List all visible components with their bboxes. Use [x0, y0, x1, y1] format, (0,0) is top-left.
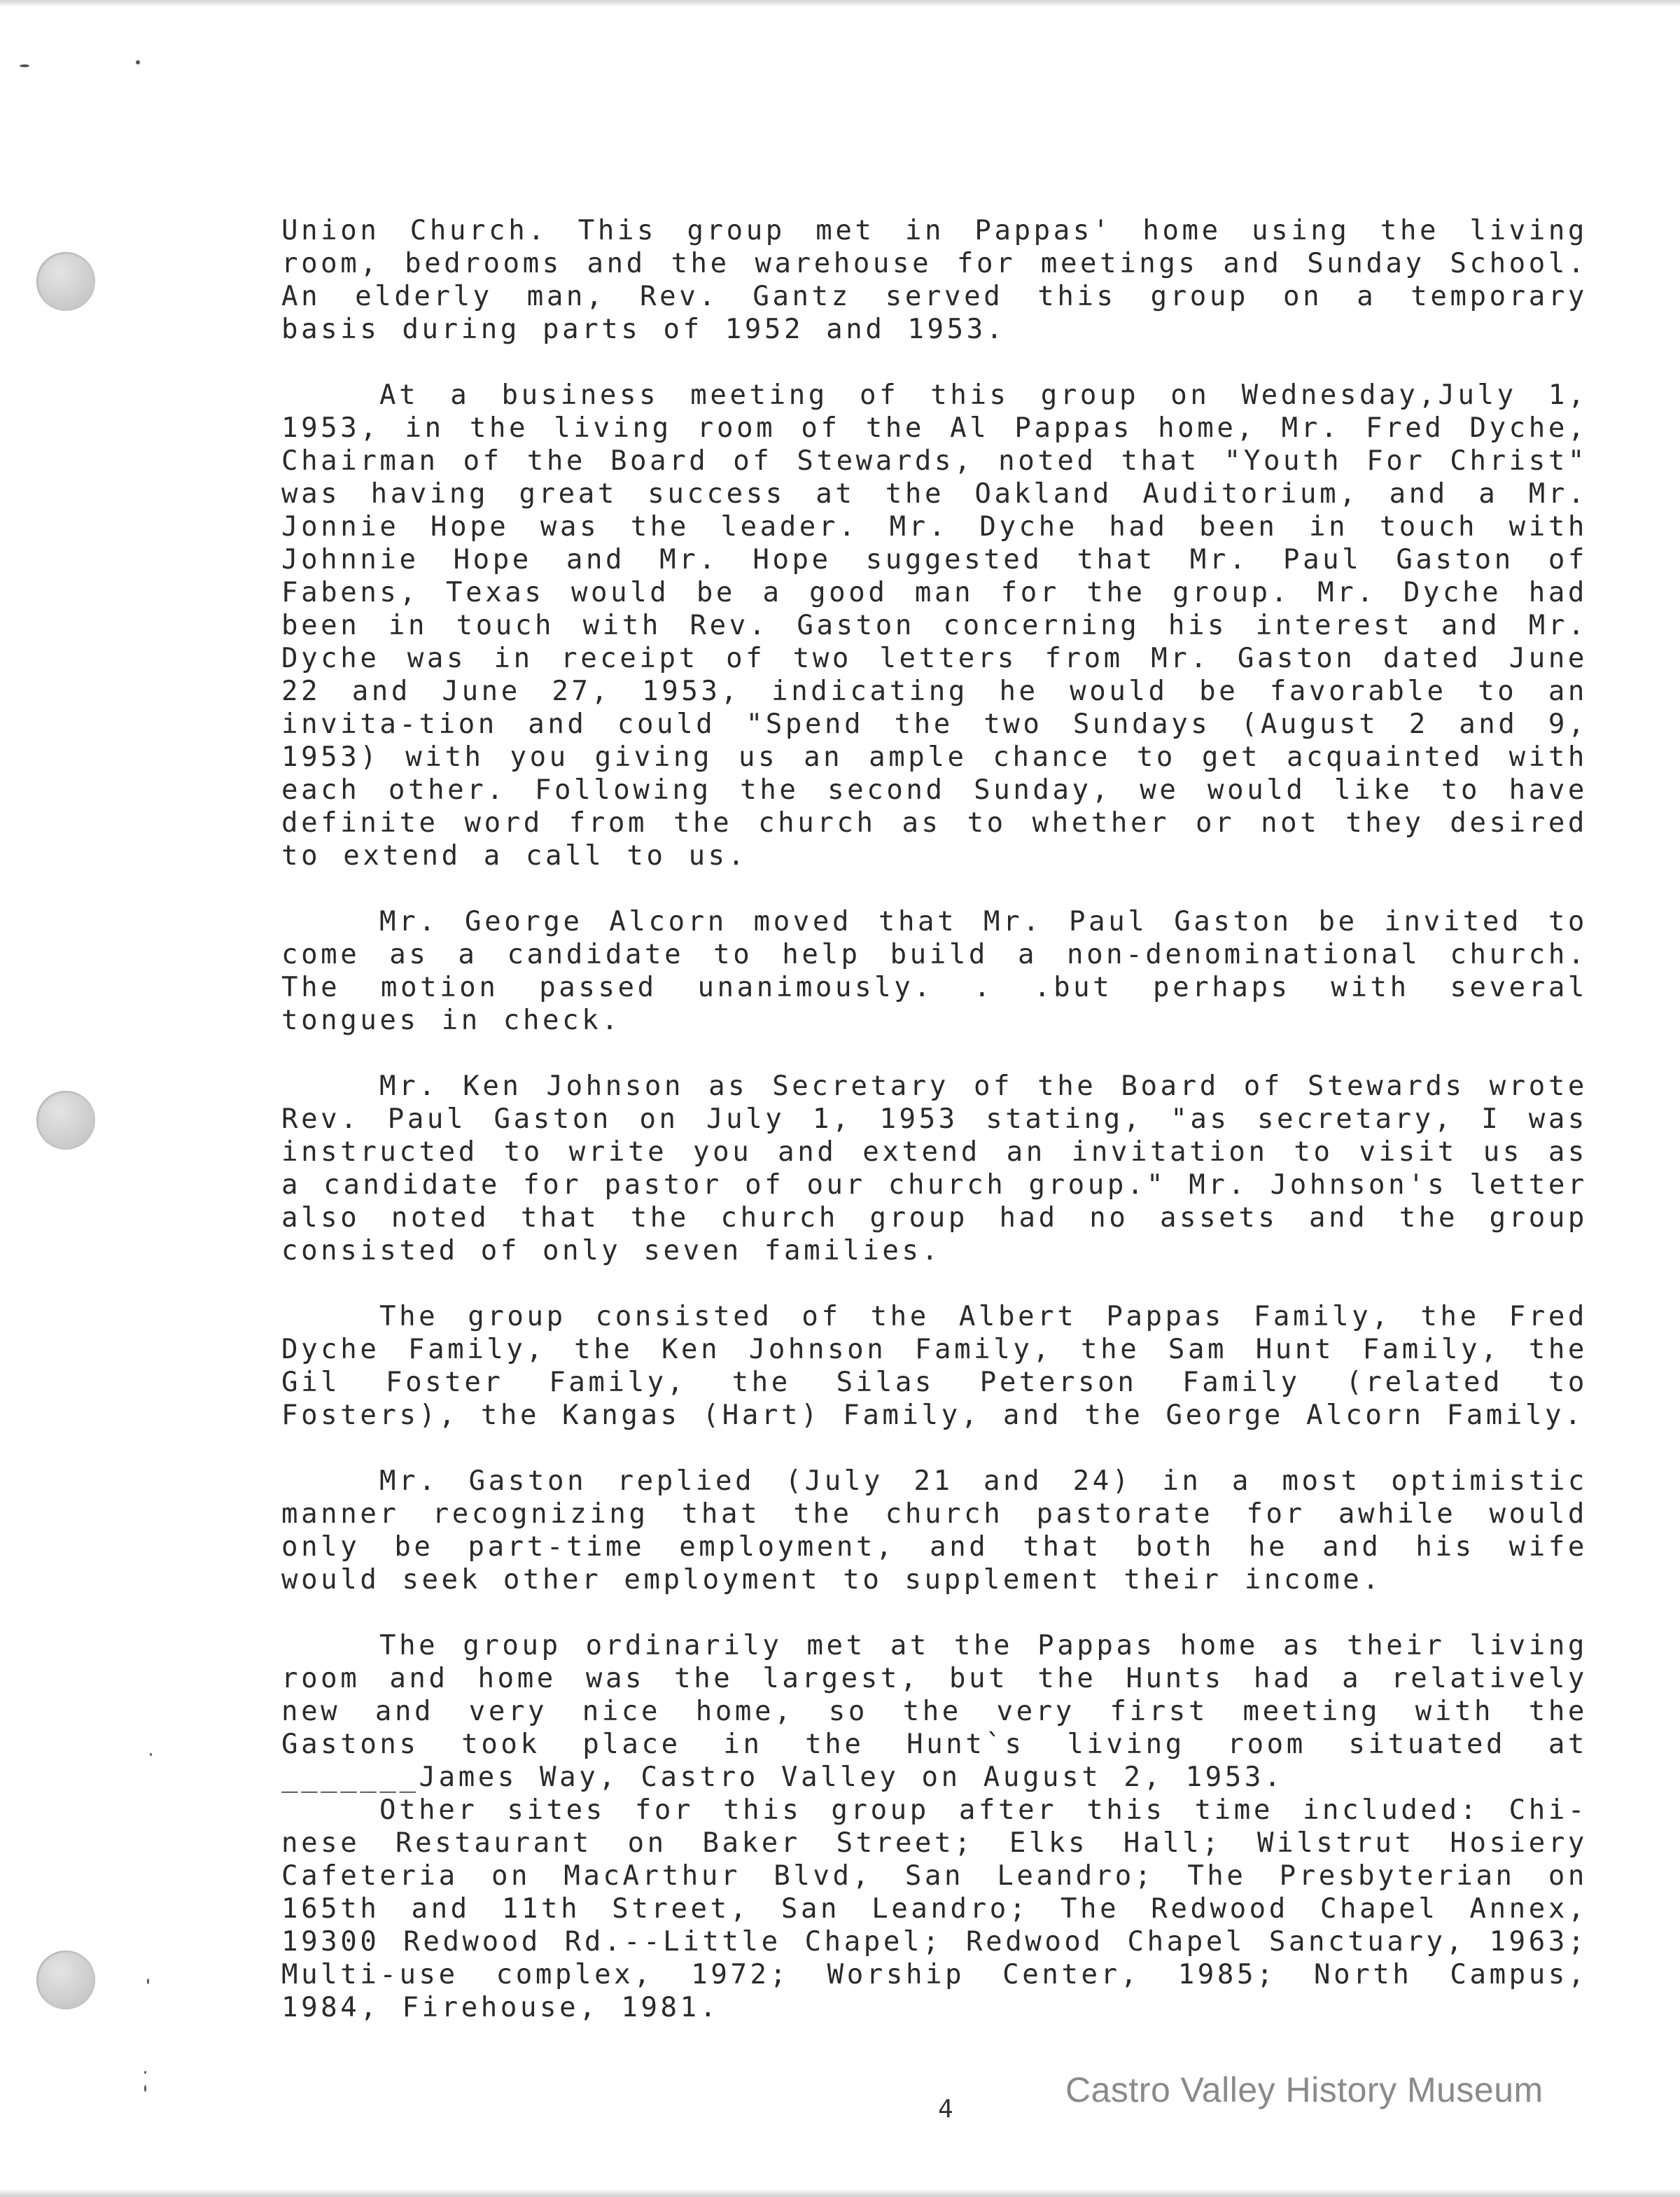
museum-watermark: Castro Valley History Museum — [1065, 2070, 1544, 2109]
punch-hole-top — [36, 252, 95, 311]
scan-speck — [144, 2071, 146, 2074]
document-body — [281, 214, 1588, 2024]
scan-top-edge — [0, 0, 1680, 7]
paragraph-first-meeting: The group ordinarily met at the Pappas home as their living room and home was the largest, but the Hunts had a relatively new and very nice home, so the very first meeting with the Gastons took place in the Hunt`s living room situated at _______James Way, Castro Valley on August 2, 1953. — [281, 1630, 1588, 1793]
paragraph-alcorn-motion: Mr. George Alcorn moved that Mr. Paul Gaston be invited to come as a candidate to help build a non-denominational church. The motion passed unanimously. . .but perhaps with several tongues in check. — [281, 906, 1588, 1036]
punch-hole-middle — [36, 1091, 95, 1150]
scan-speck — [136, 60, 140, 64]
page-number: 4 — [938, 2095, 953, 2123]
punch-hole-bottom — [36, 1951, 95, 2009]
scan-speck — [144, 2085, 146, 2092]
scan-bottom-edge — [0, 2189, 1680, 2197]
paragraph-gaston-reply: Mr. Gaston replied (July 21 and 24) in a most optimistic manner recognizing that the church pastorate for awhile would only be part-time employment, and that both he and his wife would seek other employment to supplement their income. — [281, 1465, 1588, 1596]
paragraph-union-church: Union Church. This group met in Pappas' home using the living room, bedrooms and the warehouse for meetings and Sunday School. An elderly man, Rev. Gantz served this group on a temporary basis during parts of 1952 and 1953. — [281, 215, 1588, 345]
paragraph-business-meeting: At a business meeting of this group on Wednesday,July 1, 1953, in the living room of the Al Pappas home, Mr. Fred Dyche, Chairman of the Board of Stewards, noted that "Youth For Christ" was having great success at the Oakland Auditorium, and a Mr. Jonnie Hope was the leader. Mr. Dyche had been in touch with Johnnie Hope and Mr. Hope suggested that Mr. Paul Gaston of Fabens, Texas would be a good man for the group. Mr. Dyche had been in touch with Rev. Gaston concerning his interest and Mr. Dyche was in receipt of two letters from Mr. Gaston dated June 22 and June 27, 1953, indicating he would be favorable to an invita-tion and could "Spend the two Sundays (August 2 and 9, 1953) with you giving us an ample chance to get acquainted with each other. Following the second Sunday, we would like to have definite word from the church as to whether or not they desired to extend a call to us. — [281, 379, 1588, 872]
paragraph-johnson-letter: Mr. Ken Johnson as Secretary of the Board of Stewards wrote Rev. Paul Gaston on July 1, 1953 stating, "as secretary, I was instructed to write you and extend an invitation to visit us as a candidate for pastor of our church group." Mr. Johnson's letter also noted that the church group had no assets and the group consisted of only seven families. — [281, 1070, 1588, 1267]
paragraph-group-families: The group consisted of the Albert Pappas Family, the Fred Dyche Family, the Ken Johnson Family, the Sam Hunt Family, the Gil Foster Family, the Silas Peterson Family (related to Fosters), the Kangas (Hart) Family, and the George Alcorn Family. — [281, 1301, 1588, 1431]
scan-speck — [20, 64, 29, 67]
paragraph-other-sites: Other sites for this group after this time included: Chi-nese Restaurant on Baker Street; Elks Hall; Wilstrut Hosiery Cafeteria on MacArthur Blvd, San Leandro; The Presbyterian on 165th and 11th Street, San Leandro; The Redwood Chapel Annex, 19300 Redwood Rd.--Little Chapel; Redwood Chapel Sanctuary, 1963; Multi-use complex, 1972; Worship Center, 1985; North Campus, 1984, Firehouse, 1981. — [281, 1794, 1588, 2023]
scan-speck — [147, 1979, 149, 1984]
scan-speck — [150, 1753, 152, 1756]
